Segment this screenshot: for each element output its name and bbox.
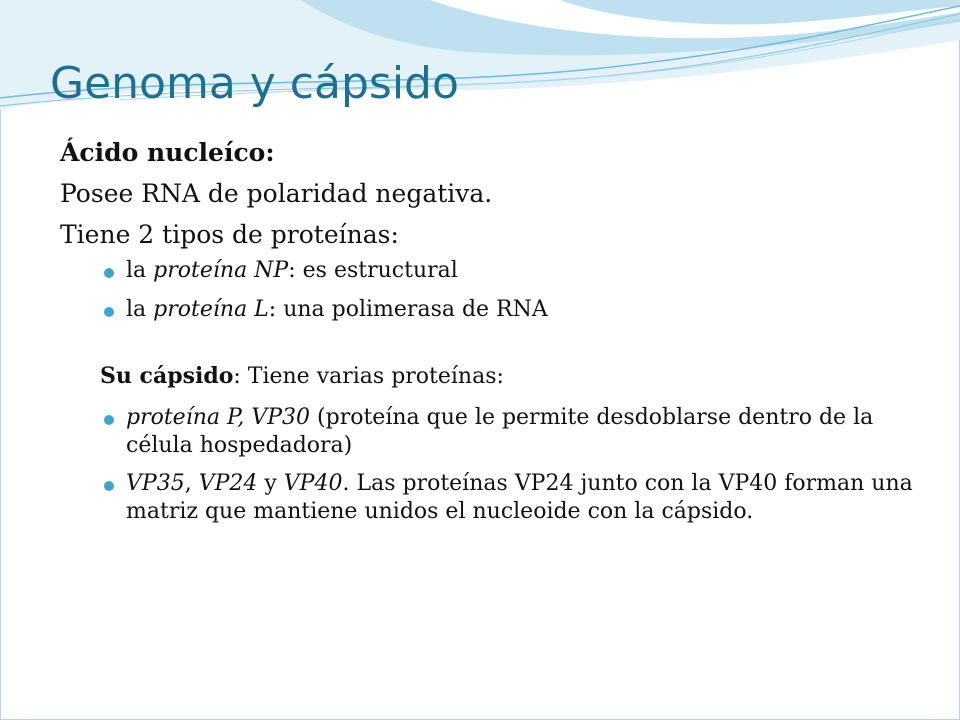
list-item-vp30 — [60, 404, 920, 460]
np-post: : es estructural — [288, 258, 458, 283]
bullet-dot-icon — [104, 268, 114, 278]
bullet-dot-icon — [104, 307, 114, 317]
vp35-sep2: y — [257, 471, 284, 496]
slide-body — [60, 132, 920, 536]
bullet-dot-icon — [104, 481, 114, 491]
bullet-dot-icon — [104, 415, 114, 425]
np-italic: proteína NP — [153, 258, 289, 283]
l-post: : una polimerasa de RNA — [268, 297, 548, 322]
capsid-protein-list — [60, 404, 920, 526]
capsid-heading-rest: : Tiene varias proteínas: — [233, 364, 504, 389]
capsid-heading — [60, 361, 920, 392]
vp35-sep1: , — [184, 471, 199, 496]
vp24-italic: VP24 — [198, 471, 258, 496]
l-italic: proteína L — [153, 297, 269, 322]
list-item-l — [60, 296, 920, 324]
list-item-np — [60, 257, 920, 285]
rna-line: Posee RNA de polaridad negativa. — [60, 179, 493, 208]
vp35-italic: VP35 — [126, 471, 185, 496]
vp40-italic: VP40 — [283, 471, 343, 496]
vp35-rest: . Las proteínas VP24 junto con la VP40 forman una matriz que mantiene unidos el nucleoide con la cápsido. — [126, 471, 913, 524]
nucleic-acid-heading: Ácido nucleíco: — [60, 138, 275, 167]
protein-types-line: Tiene 2 tipos de proteínas: — [60, 220, 399, 249]
protein-types-list — [60, 257, 920, 324]
capsid-heading-bold: Su cápsido — [100, 363, 234, 389]
vp30-italic: proteína P, VP30 — [126, 405, 311, 430]
list-item-vp35 — [60, 470, 920, 526]
np-pre: la — [126, 258, 154, 283]
vp30-rest: (proteína que le permite desdoblarse dentro de la célula hospedadora) — [126, 405, 874, 458]
l-pre: la — [126, 297, 154, 322]
slide-title: Genoma y cápsido — [50, 58, 459, 109]
